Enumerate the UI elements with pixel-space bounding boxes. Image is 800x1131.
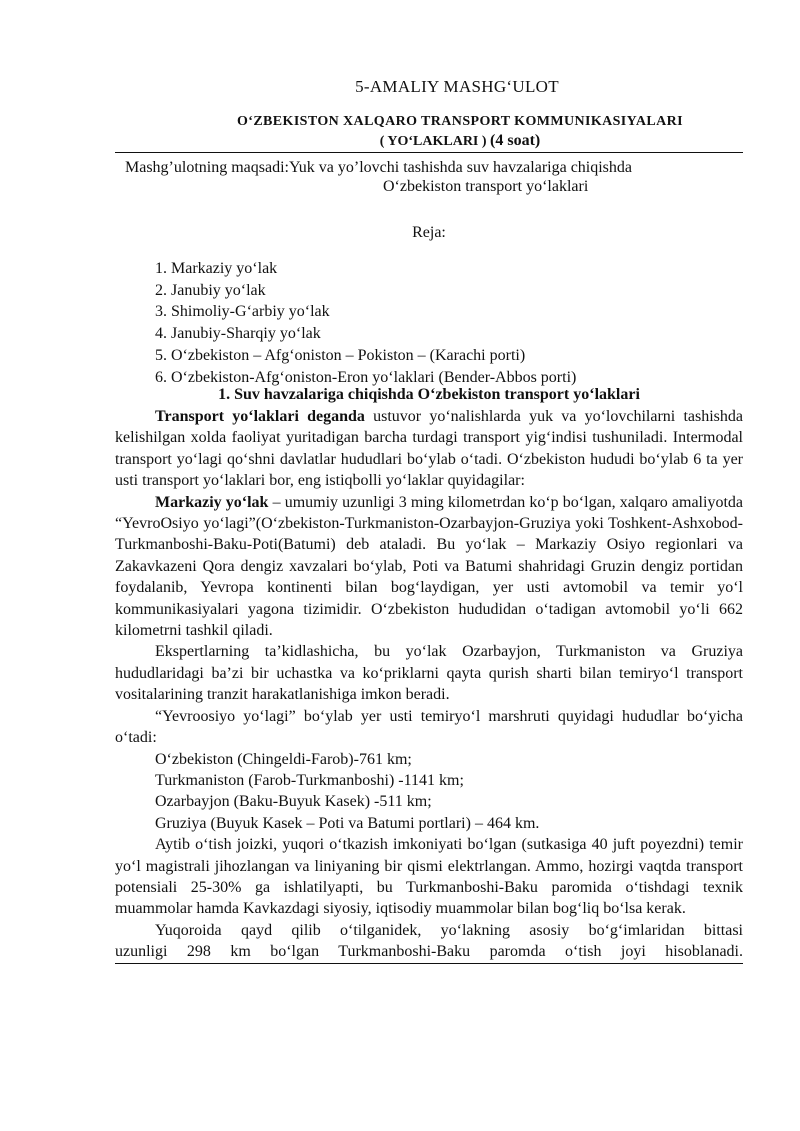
purpose-line1: Mashg’ulotning maqsadi:Yuk va yo’lovchi tashishda suv havzalariga chiqishda xyxy=(125,159,633,176)
route-item: O‘zbekiston (Chingeldi-Farob)-761 km; xyxy=(155,750,412,768)
paragraph-4: “Yevroosiyo yo‘lagi” bo‘ylab yer usti temiryo‘l marshruti quyidagi hududlar bo‘yicha o‘tadi: xyxy=(115,707,743,747)
paragraph-2 xyxy=(115,492,743,642)
plan-title: Reja: xyxy=(412,224,446,241)
term-central-corridor: Markaziy yo‘lak xyxy=(155,493,269,511)
plan-item: 4. Janubiy-Sharqiy yo‘lak xyxy=(155,325,321,343)
paragraph-6-line2: uzunligi 298 km bo‘lgan Turkmanboshi-Baku paromda o‘tish joyi hisoblanadi. xyxy=(115,941,743,963)
paragraph-2-text: – umumiy uzunligi 3 ming kilometrdan ko‘p bo‘lgan, xalqaro amaliyotda “YevroOsiyo yo‘lagi”(O‘zbekiston-Turkmaniston-Ozarbayjon-Gruziya yoki Toshkent-Ashxobod-Turkmanboshi-Baku-Poti(Batumi) deb ataladi. Bu yo‘lak – Markaziy Osiyo regionlari va Zakavkazeni Qora dengiz xavzalari bo‘ylab, Poti va Batumi shahridagi Gruzin dengiz portidan foydalanib, Yevropa kontinenti bilan bog‘laydigan, yer usti avtomobil va temir yo‘l kommunikasiyalari yagona tizimidir. O‘zbekiston hududidan o‘tadigan avtomobil yo‘li 662 kilometrni tashkil qiladi. xyxy=(115,493,743,640)
plan-item: 2. Janubiy yo‘lak xyxy=(155,281,266,299)
body-text xyxy=(115,406,743,964)
topic-title-line1: O‘ZBEKISTON XALQARO TRANSPORT KOMMUNIKASIYALARI xyxy=(236,114,684,129)
route-item: Turkmaniston (Farob-Turkmanboshi) -1141 km; xyxy=(155,771,464,789)
route-item: Gruziya (Buyuk Kasek – Poti va Batumi portlari) – 464 km. xyxy=(155,814,540,832)
term-transport-corridors: Transport yo‘laklari deganda xyxy=(155,408,365,425)
header-divider xyxy=(115,152,743,153)
paragraph-1 xyxy=(115,406,743,492)
paragraph-5: Aytib o‘tish joizki, yuqori o‘tkazish imkoniyati bo‘lgan (sutkasiga 40 juft poyezdni) temir yo‘l magistrali jihozlangan va liniyaning bir qismi elektrlangan. Ammo, hozirgi vaqtda transport potensiali 25-30% ga ishlatilyapti, bu Turkmanboshi-Baku paromida o‘tishdagi texnik muammolar hamda Kavkazdagi siyosiy, iqtisodiy muammolar bilan bog‘liq bo‘lsa kerak. xyxy=(115,836,743,918)
paragraph-6-line1: Yuqoroida qayd qilib o‘tilganidek, yo‘lakning asosiy bo‘g‘imlaridan bittasi xyxy=(155,921,743,939)
topic-title-line2 xyxy=(115,132,800,150)
hours-label: (4 soat) xyxy=(490,132,541,149)
route-item: Ozarbayjon (Baku-Buyuk Kasek) -511 km; xyxy=(155,793,432,811)
plan-list xyxy=(155,258,576,388)
purpose-line2: O‘zbekiston transport yo‘laklari xyxy=(383,178,589,195)
section-heading: 1. Suv havzalariga chiqishda O‘zbekiston transport yo‘laklari xyxy=(218,386,640,403)
plan-item: 5. O‘zbekiston – Afg‘oniston – Pokiston – (Karachi porti) xyxy=(155,346,526,364)
paragraph-1-text: ustuvor yo‘nalishlarda yuk va yo‘lovchilarni tashishda kelishilgan xolda faoliyat yuritadigan barcha turdagi transport yig‘indisi tushuniladi. Intermodal transport yo‘lagi qo‘shni davlatlar hududlari bo‘ylab o‘tadi. O‘zbekiston hududi bo‘ylab 6 ta yer usti transport yo‘laklari bor, eng istiqbolli yo‘laklar quyidagilar: xyxy=(115,408,743,490)
plan-item: 6. O‘zbekiston-Afg‘oniston-Eron yo‘laklari (Bender-Abbos porti) xyxy=(155,368,577,386)
plan-item: 1. Markaziy yo‘lak xyxy=(155,260,278,277)
paragraph-3: Ekspertlarning ta’kidlashicha, bu yo‘lak Ozarbayjon, Turkmaniston va Gruziya hududlaridagi ba’zi bir uchastka va ko‘priklarni qayta qurish sharti bilan temiryo‘l transport vositalarining tranzit harakatlanishiga imkon beradi. xyxy=(115,643,743,704)
page-title: 5-AMALIY MASHG‘ULOT xyxy=(355,77,559,96)
topic-title-paren: ( YO‘LAKLARI ) xyxy=(379,134,487,149)
plan-item: 3. Shimoliy-G‘arbiy yo‘lak xyxy=(155,303,330,321)
